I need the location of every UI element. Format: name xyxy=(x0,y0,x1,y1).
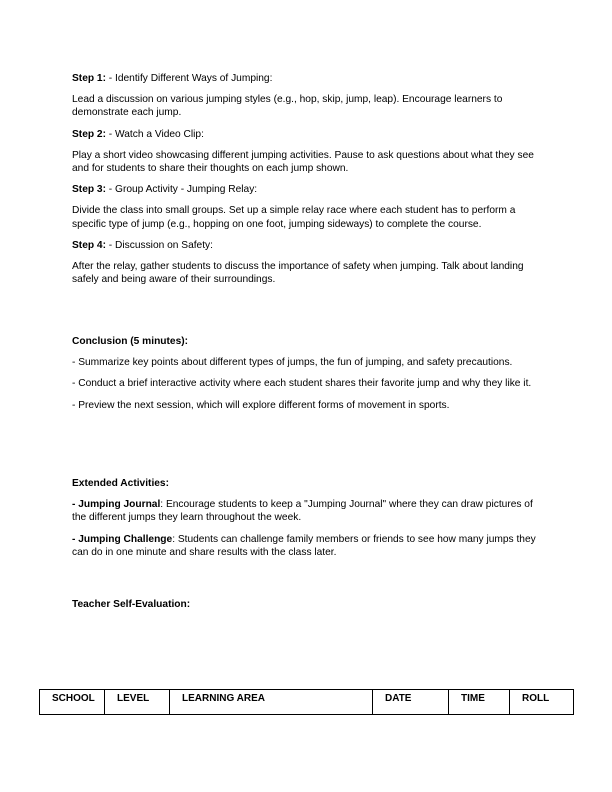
lesson-content xyxy=(72,72,540,294)
conclusion-item: - Summarize key points about different types of jumps, the fun of jumping, and safety precautions. xyxy=(72,357,513,369)
conclusion-section xyxy=(72,335,540,420)
extended-title: Extended Activities: xyxy=(72,478,169,489)
evaluation-section xyxy=(72,598,540,619)
step-2-heading: Step 2: - Watch a Video Clip: xyxy=(72,128,204,140)
step-4-heading: Step 4: - Discussion on Safety: xyxy=(72,239,213,251)
table-header-roll: ROLL xyxy=(510,690,574,715)
table-header-learning-area: LEARNING AREA xyxy=(170,690,373,715)
table-row xyxy=(40,690,574,715)
step-3-heading: Step 3: - Group Activity - Jumping Relay: xyxy=(72,184,258,196)
conclusion-item: - Conduct a brief interactive activity where each student shares their favorite jump and why they like it. xyxy=(72,378,532,390)
step-1-body: Lead a discussion on various jumping styles (e.g., hop, skip, jump, leap). Encourage learners to demonstrate each jump. xyxy=(72,94,503,119)
table-header-date: DATE xyxy=(373,690,449,715)
step-2-body: Play a short video showcasing different jumping activities. Pause to ask questions about what they see and for students to share their thoughts on each jump shown. xyxy=(72,149,534,175)
lesson-info-table xyxy=(39,689,574,715)
extended-item: - Jumping Journal: Encourage students to keep a "Jumping Journal" where they can draw pictures of the different jumps they learn throughout the week. xyxy=(72,499,533,524)
table-header-time: TIME xyxy=(449,690,510,715)
extended-item: - Jumping Challenge: Students can challenge family members or friends to see how many jumps they can do in one minute and share results with the class later. xyxy=(72,533,536,558)
step-1-heading: Step 1: - Identify Different Ways of Jumping: xyxy=(72,73,273,84)
step-4-body: After the relay, gather students to discuss the importance of safety when jumping. Talk about landing safely and being aware of their surroundings. xyxy=(72,261,524,286)
evaluation-title: Teacher Self-Evaluation: xyxy=(72,599,191,610)
table-header-school: SCHOOL xyxy=(40,690,105,715)
extended-section xyxy=(72,477,540,567)
step-3-body: Divide the class into small groups. Set up a simple relay race where each student has to perform a specific type of jump (e.g., hopping on one foot, jumping sideways) to complete the course. xyxy=(72,205,516,230)
conclusion-item: - Preview the next session, which will explore different forms of movement in sports. xyxy=(72,399,450,411)
table-header-level: LEVEL xyxy=(105,690,170,715)
conclusion-title: Conclusion (5 minutes): xyxy=(72,336,189,347)
